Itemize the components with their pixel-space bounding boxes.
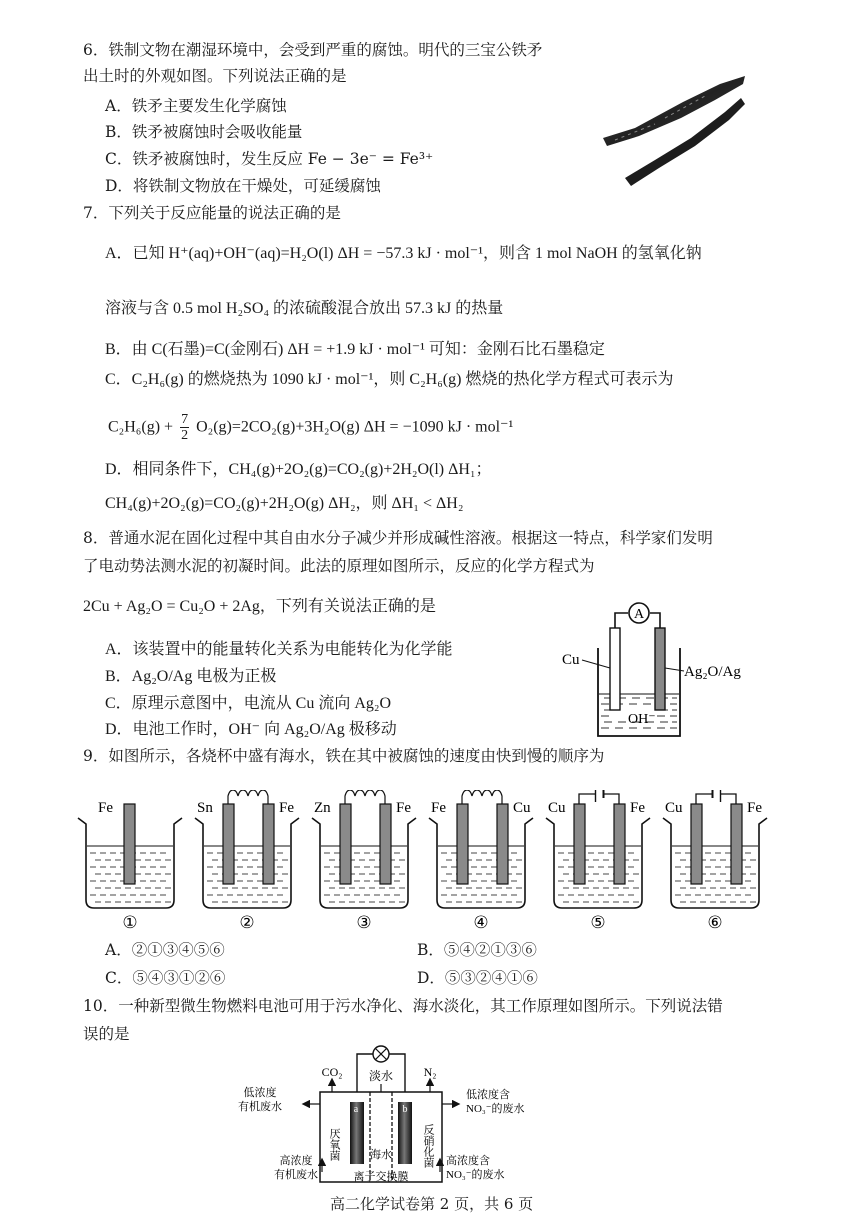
battery-wire — [579, 794, 619, 804]
right-inflow-label-2: NO₃⁻的废水 — [446, 1169, 505, 1181]
q7-c2-fraction — [180, 412, 189, 443]
beaker-right-label: Fe — [630, 800, 645, 816]
cu-electrode — [610, 628, 620, 710]
q8-option-c: C．原理示意图中，电流从 Cu 流向 Ag₂O — [105, 695, 392, 712]
q6-option-d: D．将铁制文物放在干燥处，可延缓腐蚀 — [105, 177, 381, 195]
q7-option-d-line1: D．相同条件下，CH₄(g)+2O₂(g)=CO₂(g)+2H₂O(l) ΔH₁； — [105, 461, 492, 478]
q10-stem-line1: 10．一种新型微生物燃料电池可用于污水净化、海水淡化，其工作原理如图所示。下列说法错 — [83, 997, 723, 1015]
q8-stem-line2: 了电动势法测水泥的初凝时间。此法的原理如图所示，反应的化学方程式为 — [83, 557, 595, 575]
beaker-number: ⑤ — [590, 913, 606, 932]
beaker-1 — [78, 800, 182, 932]
q8-stem-line3: 2Cu + Ag₂O = Cu₂O + 2Ag，下列有关说法正确的是 — [83, 598, 436, 615]
q8-cell-diagram — [560, 598, 760, 746]
q6-option-a: A．铁矛主要发生化学腐蚀 — [105, 97, 287, 115]
q7-option-c-equation — [108, 412, 513, 452]
q6-option-b: B．铁矛被腐蚀时会吸收能量 — [105, 123, 303, 141]
beaker-number: ③ — [356, 913, 372, 932]
electrode-left — [223, 804, 234, 884]
q6-stem-line2: 出土时的外观如图。下列说法正确的是 — [83, 67, 347, 85]
q9-option-d: D．⑤③②④①⑥ — [417, 969, 538, 987]
q8-left-electrode-label: Cu — [562, 652, 580, 668]
electrode-right — [380, 804, 391, 884]
q7-c2-pre: C₂H₆(g) + — [108, 418, 174, 436]
beaker-4 — [429, 790, 533, 932]
q7-stem: 7．下列关于反应能量的说法正确的是 — [83, 204, 341, 222]
left-inflow-label-1: 高浓度 — [279, 1155, 313, 1167]
right-inflow-label-1: 高浓度含 — [446, 1155, 490, 1167]
right-outflow-label-2: NO₃⁻的废水 — [466, 1103, 525, 1115]
q9-option-a: A．②①③④⑤⑥ — [105, 941, 225, 959]
q9-option-c: C．⑤④③①②⑥ — [105, 969, 226, 987]
beaker-3 — [312, 790, 416, 932]
q9-beakers-figure — [70, 790, 790, 935]
coiled-wire — [462, 790, 502, 804]
beaker-outline — [663, 818, 767, 908]
beaker-2 — [195, 790, 299, 932]
ammeter-label: A — [633, 607, 645, 622]
battery-wire — [696, 794, 736, 804]
membrane-label: 离子交换膜 — [353, 1171, 409, 1183]
q7-c2-post: O₂(g)=2CO₂(g)+3H₂O(g) ΔH = −1090 kJ · mol⁻¹ — [196, 418, 514, 436]
right-outflow-label-1: 低浓度含 — [466, 1089, 510, 1101]
ag2o-electrode — [655, 628, 665, 710]
beaker-6 — [663, 790, 767, 932]
q9-option-b: B．⑤④②①③⑥ — [417, 941, 537, 959]
co2-label: CO₂ — [321, 1065, 343, 1079]
denitrifier-label: 反硝化菌 — [422, 1124, 434, 1168]
electrode-left — [574, 804, 585, 884]
q8-stem-line1: 8．普通水泥在固化过程中其自由水分子减少并形成碱性溶液。根据这一特点，科学家们发明 — [83, 529, 713, 547]
q6-option-c: C．铁矛被腐蚀时，发生反应 Fe − 3e⁻ = Fe³⁺ — [105, 150, 434, 168]
electrode-left — [457, 804, 468, 884]
anaerobe-label: 厌氧菌 — [328, 1128, 340, 1161]
left-outflow-label-1: 低浓度 — [243, 1087, 277, 1099]
beaker-outline — [195, 818, 299, 908]
q7-option-c-line1: C．C₂H₆(g) 的燃烧热为 1090 kJ · mol⁻¹，则 C₂H₆(g) 燃烧的热化学方程式可表示为 — [105, 371, 674, 388]
beaker-left-label: Cu — [665, 800, 683, 816]
beaker-left-label: Cu — [548, 800, 566, 816]
fresh-water-label: 淡水 — [368, 1069, 394, 1083]
electrode-right — [263, 804, 274, 884]
q9-stem: 9．如图所示，各烧杯中盛有海水，铁在其中被腐蚀的速度由快到慢的顺序为 — [83, 747, 605, 765]
beaker-number: ⑥ — [707, 913, 723, 932]
electrode-left — [124, 804, 135, 884]
electrode-right — [731, 804, 742, 884]
beaker-right-label: Fe — [396, 800, 411, 816]
q8-solution-label: OH⁻ — [628, 712, 656, 727]
coiled-wire — [345, 790, 385, 804]
q7-option-d-line2: CH₄(g)+2O₂(g)=CO₂(g)+2H₂O(g) ΔH₂，则 ΔH₁ < ΔH₂ — [105, 495, 464, 512]
q8-right-electrode-label: Ag₂O/Ag — [684, 664, 741, 680]
q7-option-b: B．由 C(石墨)=C(金刚石) ΔH = +1.9 kJ · mol⁻¹ 可知：金刚石比石墨稳定 — [105, 341, 605, 358]
beaker-right-label: Cu — [513, 800, 531, 816]
q8-option-a: A．该装置中的能量转化关系为电能转化为化学能 — [105, 641, 453, 658]
electrode-b-label: b — [402, 1104, 408, 1115]
beaker-5 — [546, 790, 650, 932]
electrode-right — [497, 804, 508, 884]
electrode-right — [614, 804, 625, 884]
electrode-a-label: a — [353, 1104, 359, 1115]
q6-stem-line1: 6．铁制文物在潮湿环境中，会受到严重的腐蚀。明代的三宝公铁矛 — [83, 41, 543, 59]
beaker-left-label: Zn — [314, 800, 331, 816]
q10-stem-line2: 误的是 — [83, 1025, 130, 1043]
left-inflow-label-2: 有机废水 — [274, 1169, 318, 1181]
beaker-right-label: Fe — [747, 800, 762, 816]
electrode-left — [691, 804, 702, 884]
left-outflow-label-2: 有机废水 — [238, 1101, 282, 1113]
q8-option-d: D．电池工作时，OH⁻ 向 Ag₂O/Ag 极移动 — [105, 721, 397, 738]
seawater-label: 海水 — [370, 1149, 392, 1161]
q7-c2-denominator: 2 — [181, 428, 189, 443]
iron-spear-photo — [595, 60, 755, 190]
q8-option-b: B．Ag₂O/Ag 电极为正极 — [105, 668, 277, 685]
beaker-outline — [312, 818, 416, 908]
beaker-left-label: Fe — [98, 800, 113, 816]
page-footer: 高二化学试卷第 2 页，共 6 页 — [330, 1195, 534, 1213]
beaker-number: ① — [122, 913, 138, 932]
electrode-left — [340, 804, 351, 884]
q7-option-a-line1: A．已知 H⁺(aq)+OH⁻(aq)=H₂O(l) ΔH = −57.3 kJ · mol⁻¹，则含 1 mol NaOH 的氢氧化钠 — [105, 245, 702, 262]
coiled-wire — [228, 790, 268, 804]
q10-fuel-cell-diagram — [230, 1040, 560, 1192]
beaker-number: ④ — [473, 913, 489, 932]
beaker-outline — [429, 818, 533, 908]
beaker-left-label: Fe — [431, 800, 446, 816]
beaker-number: ② — [239, 913, 255, 932]
n2-label: N₂ — [423, 1065, 437, 1079]
beaker-outline — [546, 818, 650, 908]
beaker-right-label: Fe — [279, 800, 294, 816]
beaker-left-label: Sn — [197, 800, 213, 816]
q7-c2-numerator: 7 — [181, 412, 189, 427]
q7-option-a-line2: 溶液与含 0.5 mol H₂SO₄ 的浓硫酸混合放出 57.3 kJ 的热量 — [105, 300, 504, 317]
